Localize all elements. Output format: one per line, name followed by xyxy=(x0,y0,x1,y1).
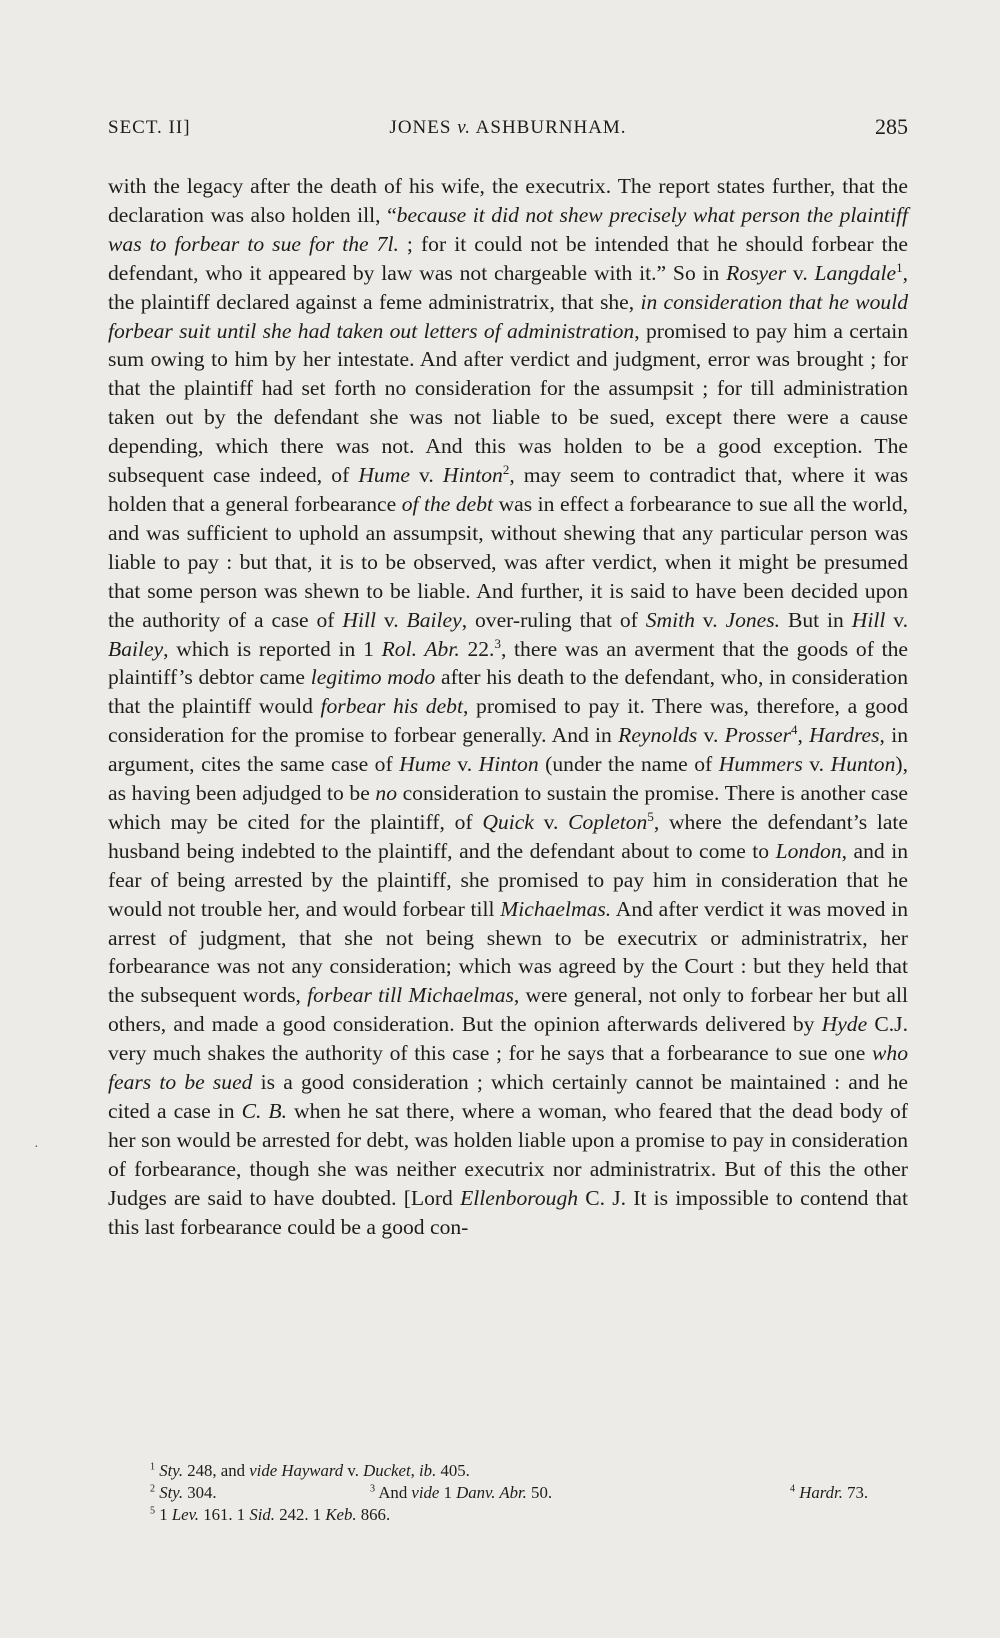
paragraph: with the legacy after the death of his wife, the executrix. The report states further, that the declaration was also holden ill, “because it did not shew precisely what person the plaintiff was to forbear to sue for the 7l. ; for it could not be intended that he should forbear the defendant, who it appeared by law was not chargeable with it.” So in Rosyer v. Langdale$^1$, the plaintiff declared against a feme administratrix, that she, in consideration that he would forbear suit until she had taken out letters of administration, promised to pay him a certain sum owing to him by her intestate. And after verdict and judgment, error was brought ; for that the plaintiff had set forth no consideration for the assumpsit ; for till administration taken out by the defendant she was not liable to be sued, except there were a cause depending, which there was not. And this was holden to be a good exception. The subsequent case indeed, of Hume v. Hinton$^2$, may seem to contradict that, where it was holden that a general forbearance of the debt was in effect a forbearance to sue all the world, and was sufficient to uphold an assumpsit, without shewing that any particular person was liable to pay : but that, it is to be observed, was after verdict, when it might be presumed that some person was shewn to be liable. And further, it is said to have been decided upon the authority of a case of Hill v. Bailey, over-ruling that of Smith v. Jones. But in Hill v. Bailey, which is reported in 1 Rol. Abr. 22.$^3$, there was an averment that the goods of the plaintiff’s debtor came legitimo modo after his death to the defendant, who, in consideration that the plaintiff would forbear his debt, promised to pay it. There was, therefore, a good consideration for the promise to forbear generally. And in Reynolds v. Prosser$^4$, Hardres, in argument, cites the same case of Hume v. Hinton (under the name of Hummers v. Hunton), as having been adjudged to be no consideration to sustain the promise. There is another case which may be cited for the plaintiff, of Quick v. Copleton$^5$, where the defendant’s late husband being indebted to the plaintiff, and the defendant about to come to London, and in fear of being arrested by the plaintiff, she promised to pay him in consideration that he would not trouble her, and would forbear till Michaelmas. And after verdict it was moved in arrest of judgment, that she not being shewn to be executrix or administratrix, her forbearance was not any consideration; which was agreed by the Court : but they held that the subsequent words, forbear till Michaelmas, were general, not only to forbear her but all others, and made a good consideration. But the opinion afterwards delivered by Hyde C.J. very much shakes the authority of this case ; for he says that a forbearance to sue one who fears to be sued is a good consideration ; which certainly cannot be maintained : and he cited a case in C. B. when he sat there, where a woman, who feared that the dead body of her son would be arrested for debt, was holden liable upon a promise to pay in consideration of forbearance, though she was neither executrix nor administratrix. But of this the other Judges are said to have doubted. [Lord Ellenborough C. J. It is impossible to contend that this last forbearance could be a good con- xyxy=(108,174,909,1239)
footnotes xyxy=(150,1460,890,1526)
footnote-ref: 2 xyxy=(502,461,510,477)
footnote-ref: 4 xyxy=(791,722,798,738)
footnote-3: $^3$ And vide 1 Danv. Abr. 50. xyxy=(370,1483,553,1502)
running-title: JONES v. ASHBURNHAM. xyxy=(389,117,627,138)
footnote-ref: 1 xyxy=(896,259,903,275)
page-number: 285 xyxy=(875,114,908,139)
footnote-row-2 xyxy=(150,1482,890,1504)
footnote-1: $^1$ Sty. 248, and vide Hayward v. Ducket, ib. 405. xyxy=(150,1461,470,1480)
stray-mark: · xyxy=(34,1140,39,1155)
body-text xyxy=(108,172,908,1242)
running-header xyxy=(108,114,908,147)
section-label: SECT. II] xyxy=(108,117,191,138)
footnote-5: $^5$ 1 Lev. 161. 1 Sid. 242. 1 Keb. 866. xyxy=(150,1505,391,1524)
footnote-ref: 5 xyxy=(647,808,654,824)
footnote-ref: 3 xyxy=(494,635,501,651)
footnote-4: $^4$ Hardr. 73. xyxy=(790,1483,869,1502)
footnote-2: $^2$ Sty. 304. xyxy=(150,1483,217,1502)
